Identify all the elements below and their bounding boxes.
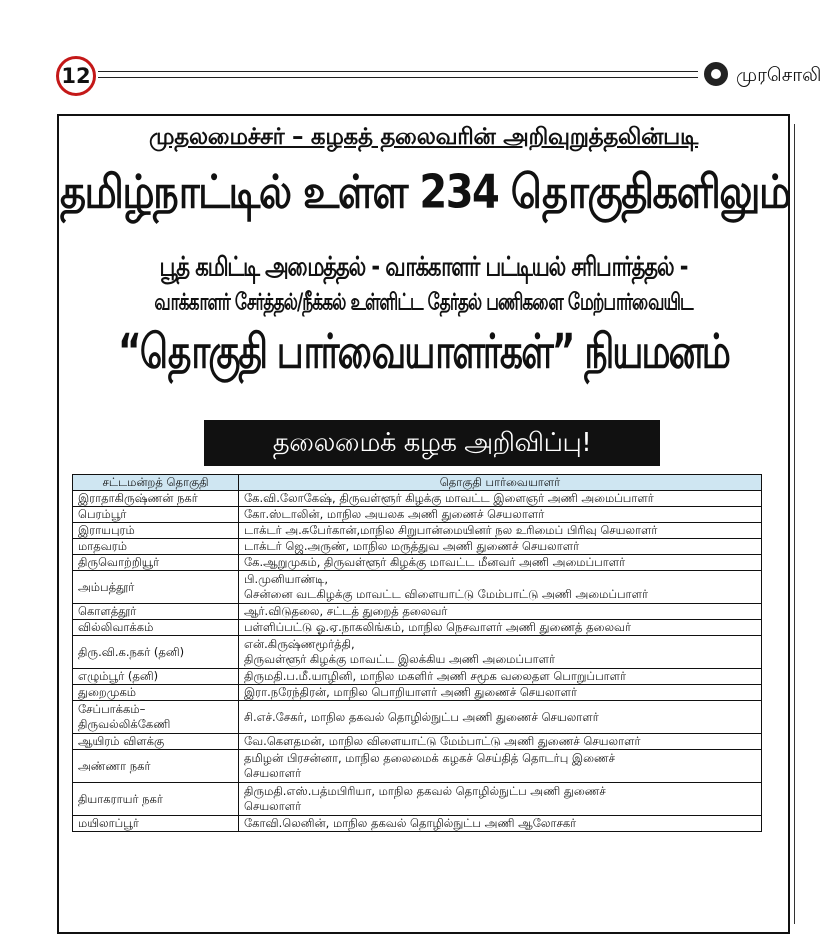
- constituency-cell: [73, 491, 239, 507]
- headline: தமிழ்நாட்டில் உள்ள 234 தொகுதிகளிலும்: [60, 166, 790, 220]
- observer-cell: [239, 555, 762, 571]
- observer-text: பள்ளிப்பட்டு ஓ.ஏ.நாகலிங்கம், மாநில நெசவாளர் அணி துணைத் தலைவர்: [244, 620, 632, 634]
- observer-text: டாக்டர் ஜெ.அருண், மாநில மருத்துவ அணி துணைச் செயலாளர்: [244, 539, 580, 553]
- constituency-name: ஆயிரம் விளக்கு: [78, 734, 165, 748]
- constituency-name: இராயபுரம்: [78, 523, 135, 537]
- constituency-name: சேப்பாக்கம்–: [78, 702, 146, 716]
- headline-line-4: வாக்காளர் சேர்த்தல்/நீக்கல் உள்ளிட்ட தேர்தல் பணிகளை மேற்பார்வையிட: [154, 289, 693, 317]
- observer-cell: [239, 750, 762, 783]
- table-row: [73, 507, 762, 523]
- observer-cell: [239, 685, 762, 701]
- table-row: [73, 685, 762, 701]
- observer-text: ஆர்.விடுதலை, சட்டத் துறைத் தலைவர்: [244, 604, 448, 618]
- observer-text: என்.கிருஷ்ணமூர்த்தி,: [244, 637, 355, 651]
- constituency-cell: [73, 701, 239, 734]
- header-rule: [98, 71, 698, 72]
- observer-cell: [239, 701, 762, 734]
- constituency-name: அண்ணா நகர்: [78, 758, 151, 773]
- constituency-cell: [73, 571, 239, 604]
- column-header-observer: தொகுதி பார்வையாளர்: [239, 475, 762, 491]
- table-row: [73, 523, 762, 539]
- header-rule: [98, 77, 698, 78]
- table-row: [73, 571, 762, 604]
- constituency-name: திரு.வி.க.நகர் (தனி): [78, 644, 185, 659]
- table-row: [73, 555, 762, 571]
- observer-text: திருமதி.எஸ்.பத்மபிரியா, மாநில தகவல் தொழில்நுட்ப அணி துணைச்: [244, 784, 606, 798]
- observer-cell: [239, 523, 762, 539]
- table-row: [73, 539, 762, 555]
- page-number: 12: [56, 56, 96, 96]
- constituency-name: மாதவரம்: [78, 539, 127, 553]
- observer-text: சென்னை வடகிழக்கு மாவட்ட விளையாட்டு மேம்பாட்டு அணி அமைப்பாளர்: [244, 587, 648, 601]
- constituency-name: பெரம்பூர்: [78, 507, 127, 521]
- table-row: [73, 604, 762, 620]
- column-header-constituency: சட்டமன்றத் தொகுதி: [73, 475, 239, 491]
- observer-cell: [239, 491, 762, 507]
- constituency-name: அம்பத்தூர்: [78, 579, 135, 594]
- constituency-cell: [73, 539, 239, 555]
- observer-cell: [239, 816, 762, 832]
- adjacent-column-edge: [794, 124, 805, 924]
- constituency-cell: [73, 604, 239, 620]
- table-row: [73, 491, 762, 507]
- observer-cell: [239, 604, 762, 620]
- table-row: [73, 669, 762, 685]
- table-row: [73, 750, 762, 783]
- observer-cell: [239, 571, 762, 604]
- constituency-cell: [73, 507, 239, 523]
- observer-text: கோ.ஸ்டாலின், மாநில அயலக அணி துணைச் செயலாளர்: [244, 507, 545, 521]
- headline-appointment: “தொகுதி பார்வையாளர்கள்” நியமனம்: [118, 326, 729, 380]
- observer-cell: [239, 636, 762, 669]
- constituency-cell: [73, 783, 239, 816]
- observer-text: கே.ஆறுமுகம், திருவள்ளூர் கிழக்கு மாவட்ட மீனவர் அணி அமைப்பாளர்: [244, 555, 626, 569]
- constituency-cell: [73, 750, 239, 783]
- constituency-name: துறைமுகம்: [78, 685, 137, 699]
- observer-text: டாக்டர் அ.சுபேர்கான்,மாநில சிறுபான்மையினர் நல உரிமைப் பிரிவு செயலாளர்: [244, 523, 658, 537]
- constituency-name: கொளத்தூர்: [78, 604, 137, 618]
- constituency-name: மயிலாப்பூர்: [78, 816, 139, 830]
- constituency-cell: [73, 685, 239, 701]
- observer-cell: [239, 539, 762, 555]
- constituency-cell: [73, 636, 239, 669]
- observer-text: பி.முனியாண்டி,: [244, 572, 328, 586]
- observer-cell: [239, 507, 762, 523]
- observer-text: சி.எச்.சேகர், மாநில தகவல் தொழில்நுட்ப அணி துணைச் செயலாளர்: [244, 709, 599, 724]
- table-body: [73, 491, 762, 832]
- observer-cell: [239, 620, 762, 636]
- constituency-cell: [73, 523, 239, 539]
- subtitle: முதலமைச்சர் – கழகத் தலைவரின் அறிவுறுத்தலின்படி: [149, 124, 698, 150]
- table-row: [73, 620, 762, 636]
- constituency-name: தியாகராயர் நகர்: [78, 791, 163, 806]
- table-row: [73, 816, 762, 832]
- constituency-cell: [73, 816, 239, 832]
- constituency-name: திருவொற்றியூர்: [78, 555, 160, 569]
- table-row: [73, 636, 762, 669]
- observer-text: கே.வி.லோகேஷ், திருவள்ளூர் கிழக்கு மாவட்ட இளைஞர் அணி அமைப்பாளர்: [244, 491, 654, 505]
- constituency-name: இராதாகிருஷ்ணன் நகர்: [78, 491, 198, 505]
- table-header-row: [73, 475, 762, 491]
- table-row: [73, 701, 762, 734]
- table-row: [73, 734, 762, 750]
- observer-cell: [239, 783, 762, 816]
- observer-text: செயலாளர்: [244, 799, 302, 813]
- announcement-banner: தலைமைக் கழக அறிவிப்பு!: [204, 420, 660, 466]
- observer-text: செயலாளர்: [244, 766, 302, 780]
- observer-text: திருமதி.ப.மீ.யாழினி, மாநில மகளிர் அணி சமூக வலைதள பொறுப்பாளர்: [244, 669, 627, 683]
- observer-text: இரா.நரேந்திரன், மாநில பொறியாளர் அணி துணைச் செயலாளர்: [244, 685, 577, 699]
- observer-cell: [239, 669, 762, 685]
- observer-text: திருவள்ளூர் கிழக்கு மாவட்ட இலக்கிய அணி அமைப்பாளர்: [244, 652, 555, 666]
- constituency-name: வில்லிவாக்கம்: [78, 620, 154, 634]
- observer-text: தமிழன் பிரசன்னா, மாநில தலைமைக் கழகச் செய்தித் தொடர்பு இணைச்: [244, 751, 615, 765]
- newspaper-emblem-icon: [704, 62, 728, 86]
- observer-cell: [239, 734, 762, 750]
- headline-line-3: பூத் கமிட்டி அமைத்தல் - வாக்காளர் பட்டியல் சரிபார்த்தல் -: [159, 251, 688, 282]
- constituency-name: திருவல்லிக்கேணி: [78, 717, 171, 731]
- constituency-cell: [73, 620, 239, 636]
- table-row: [73, 783, 762, 816]
- observers-table: [72, 474, 762, 832]
- observer-text: கோவி.லெனின், மாநில தகவல் தொழில்நுட்ப அணி ஆலோசகர்: [244, 816, 577, 830]
- constituency-cell: [73, 555, 239, 571]
- constituency-cell: [73, 734, 239, 750]
- newspaper-name: முரசொலி: [736, 64, 822, 86]
- constituency-name: எழும்பூர் (தனி): [78, 669, 159, 683]
- observer-text: வே.கௌதமன், மாநில விளையாட்டு மேம்பாட்டு அணி துணைச் செயலாளர்: [244, 734, 641, 748]
- constituency-cell: [73, 669, 239, 685]
